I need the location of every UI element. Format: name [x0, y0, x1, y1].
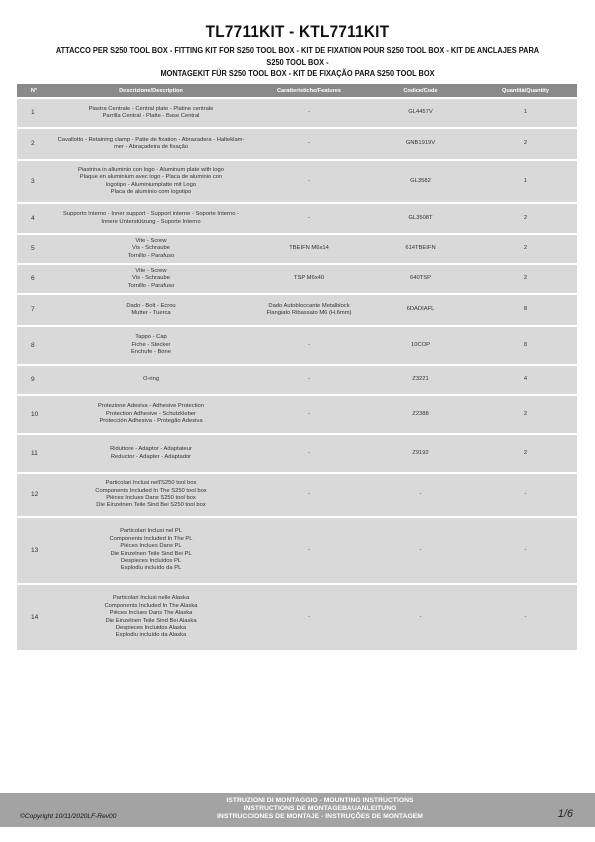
- page-subtitle: [50, 45, 545, 80]
- row-features: [251, 99, 367, 127]
- description-line: Explodiu incluído da PL: [120, 565, 182, 572]
- description-line: Die Einzelnen Teile Sind Bei S250 tool box: [96, 502, 206, 509]
- row-quantity: 2: [474, 204, 577, 233]
- row-quantity: 1: [474, 99, 577, 127]
- footer-bar: [0, 793, 595, 827]
- description-line: Components Included In The Alaska: [104, 602, 198, 609]
- table-row: [17, 435, 577, 472]
- description-line: mer - Abraçadeira de fixação: [113, 144, 189, 150]
- feature-line: Flangiato Ribassato M6 (H.6mm): [266, 310, 352, 316]
- parts-table: [17, 82, 577, 652]
- description-line: Parrilla Central - Platte - Base Central: [102, 113, 200, 119]
- row-description: [51, 129, 251, 159]
- row-code: -: [367, 585, 474, 650]
- table-row: [17, 161, 577, 202]
- row-number: 11: [17, 435, 51, 472]
- row-features: [251, 518, 367, 583]
- row-description: [51, 161, 251, 202]
- row-description: [51, 295, 251, 325]
- row-code: -: [367, 518, 474, 583]
- row-features: [251, 366, 367, 394]
- col-header-number: N°: [17, 84, 51, 97]
- row-features: [251, 327, 367, 364]
- description-line: Protection Adhesive - Schutzkleber: [106, 410, 196, 417]
- description-line: Pièces Inclues Dans The Alaska: [109, 610, 193, 617]
- row-code: GL4457V: [367, 99, 474, 127]
- row-number: 7: [17, 295, 51, 325]
- description-line: Despieces Incluidos Alaska: [115, 624, 187, 631]
- description-line: Placa de alumínio com logotipo: [110, 188, 192, 195]
- row-quantity: 2: [474, 396, 577, 433]
- instructions-line-2: INSTRUCTIONS DE MONTAGEBAUANLEITUNG: [243, 805, 397, 812]
- table-row: [17, 396, 577, 433]
- row-quantity: 4: [474, 366, 577, 394]
- feature-line: -: [308, 177, 310, 184]
- table-row: [17, 99, 577, 127]
- description-line: Riduttore - Adaptor - Adaptateur: [110, 446, 192, 453]
- feature-line: -: [308, 214, 310, 221]
- description-line: Enchufe - Bone: [131, 349, 171, 356]
- row-description: [51, 435, 251, 472]
- row-description: [51, 204, 251, 233]
- row-description: [51, 99, 251, 127]
- description-line: Dado - Bolt - Ecrou: [126, 302, 176, 309]
- instructions-line-1: ISTRUZIONI DI MONTAGGIO - MOUNTING INSTRUCTIONS: [226, 797, 414, 804]
- description-line: Reductor - Adapter - Adaptador: [110, 453, 192, 460]
- description-line: Piastrina in alluminio con logo - Aluminum plate with logo: [78, 166, 224, 173]
- description-line: Particolari Inclusi nell'S250 tool box: [105, 480, 197, 487]
- row-quantity: -: [474, 585, 577, 650]
- row-number: 6: [17, 265, 51, 293]
- feature-line: -: [308, 341, 310, 348]
- description-line: Vis - Schraube: [132, 275, 170, 282]
- row-number: 5: [17, 235, 51, 263]
- row-description: [51, 585, 251, 650]
- row-code: 640TSP: [367, 265, 474, 293]
- feature-line: TBEIFN M6x14: [289, 245, 329, 252]
- row-features: [251, 161, 367, 202]
- row-number: 14: [17, 585, 51, 650]
- feature-line: -: [308, 109, 310, 116]
- description-line: Vite - Screw: [135, 267, 167, 274]
- description-line: Plaque en aluminium avec logo - Placa de aluminio con: [79, 174, 223, 181]
- table-row: [17, 474, 577, 516]
- row-code: Z2388: [367, 396, 474, 433]
- description-line: Fiche - Stecker: [131, 341, 171, 348]
- description-line: Piastra Centrale - Central plate - Platine centrale: [88, 105, 214, 112]
- feature-line: -: [308, 449, 310, 456]
- row-number: 4: [17, 204, 51, 233]
- row-number: 12: [17, 474, 51, 516]
- description-line: Components Included In The PL: [109, 535, 193, 542]
- col-header-features: Caratteristiche/Features: [251, 84, 367, 97]
- description-line: Die Einzelnen Teile Sind Bei PL: [110, 550, 192, 557]
- row-code: 10COP: [367, 327, 474, 364]
- row-quantity: 2: [474, 435, 577, 472]
- row-features: [251, 204, 367, 233]
- instructions-label: [200, 797, 440, 821]
- row-features: [251, 396, 367, 433]
- row-description: [51, 366, 251, 394]
- row-code: GL3508T: [367, 204, 474, 233]
- row-description: [51, 265, 251, 293]
- row-code: -: [367, 474, 474, 516]
- description-line: Particolari Inclusi nelle Alaska: [112, 595, 190, 602]
- row-quantity: 8: [474, 327, 577, 364]
- description-line: Particolari Inclusi nel PL: [120, 528, 182, 535]
- row-quantity: 1: [474, 161, 577, 202]
- col-header-code: Codice/Code: [367, 84, 474, 97]
- col-header-quantity: Quantità/Quantity: [474, 84, 577, 97]
- description-line: Protezione Adesiva - Adhesive Protection: [97, 403, 205, 410]
- table-row: [17, 204, 577, 233]
- col-header-description: Descrizione/Description: [51, 84, 251, 97]
- table-row: [17, 235, 577, 263]
- description-line: Protección Adhesiva - Protegão Adesiva: [99, 418, 203, 425]
- description-line: Despieces Incluidos PL: [120, 557, 182, 564]
- row-description: [51, 396, 251, 433]
- row-features: [251, 265, 367, 293]
- row-number: 10: [17, 396, 51, 433]
- feature-line: -: [308, 546, 310, 553]
- row-description: [51, 474, 251, 516]
- instructions-line-3: INSTRUCCIONES DE MONTAJE - INSTRUÇÕES DE MONTAGEM: [217, 813, 423, 820]
- row-number: 3: [17, 161, 51, 202]
- description-line: Cavallotto - Retaining clamp - Patte de fixation - Abrazadera - Halteklam-: [57, 136, 245, 143]
- description-line: Vis - Schraube: [132, 245, 170, 252]
- row-quantity: -: [474, 474, 577, 516]
- row-quantity: 2: [474, 129, 577, 159]
- row-features: [251, 435, 367, 472]
- row-features: [251, 295, 367, 325]
- row-description: [51, 327, 251, 364]
- page-title: TL7711KIT - KTL7711KIT: [205, 22, 390, 41]
- description-line: Pièces Inclues Dans S250 tool box: [106, 495, 196, 501]
- row-description: [51, 518, 251, 583]
- description-line: Explodiu incluído da Alaska: [115, 632, 187, 639]
- description-line: Die Einzelnen Teile Sind Bei Alaska: [105, 617, 197, 624]
- table-row: [17, 265, 577, 293]
- description-line: Pièces Inclues Dans PL: [120, 543, 182, 550]
- table-row: [17, 129, 577, 159]
- page-number: 1/6: [557, 808, 573, 820]
- row-quantity: 2: [474, 235, 577, 263]
- description-line: Tornillo - Parafuso: [127, 282, 175, 289]
- row-number: 8: [17, 327, 51, 364]
- row-code: 6DADIAFL: [367, 295, 474, 325]
- row-description: [51, 235, 251, 263]
- feature-line: -: [308, 140, 310, 147]
- row-code: GL3582: [367, 161, 474, 202]
- description-line: O-ring: [142, 376, 160, 383]
- row-code: Z9192: [367, 435, 474, 472]
- feature-line: TSP M6x40: [293, 275, 325, 282]
- description-line: Mutter - Tuerca: [131, 310, 171, 316]
- row-quantity: -: [474, 518, 577, 583]
- description-line: Tappo - Cap: [135, 334, 167, 341]
- row-features: [251, 235, 367, 263]
- table-row: [17, 518, 577, 583]
- table-row: [17, 327, 577, 364]
- row-number: 13: [17, 518, 51, 583]
- row-code: Z3221: [367, 366, 474, 394]
- feature-line: -: [308, 491, 310, 498]
- feature-line: Dado Autobloccante Metalblock: [268, 302, 350, 309]
- description-line: Vite - Screw: [135, 237, 167, 244]
- table-row: [17, 366, 577, 394]
- row-code: 614TBEIFN: [367, 235, 474, 263]
- row-quantity: 2: [474, 265, 577, 293]
- feature-line: -: [308, 410, 310, 417]
- copyright-text: ©Copyright 10/11/2020LF-Rev00: [20, 813, 117, 820]
- table-body: [17, 99, 577, 650]
- description-line: Supporto Interno - Inner support - Support interne - Soporte Interno -: [63, 211, 239, 218]
- row-number: 1: [17, 99, 51, 127]
- table-row: [17, 585, 577, 650]
- row-code: GNB1919V: [367, 129, 474, 159]
- feature-line: -: [308, 376, 310, 383]
- description-line: Tornillo - Parafuso: [127, 252, 175, 259]
- table-header-row: [17, 84, 577, 97]
- subtitle-line-1: ATTACCO PER S250 TOOL BOX - FITTING KIT FOR S250 TOOL BOX - KIT DE FIXATION POUR S250 TOOL BOX - KIT DE ANCLAJES PARA S250 TOOL BOX -: [55, 45, 540, 67]
- row-number: 9: [17, 366, 51, 394]
- row-features: [251, 474, 367, 516]
- row-features: [251, 129, 367, 159]
- feature-line: -: [308, 613, 310, 620]
- row-features: [251, 585, 367, 650]
- description-line: Components Included In The S250 tool box: [95, 487, 207, 494]
- table-row: [17, 295, 577, 325]
- row-number: 2: [17, 129, 51, 159]
- subtitle-line-2: MONTAGEKIT FÜR S250 TOOL BOX - KIT DE FIXAÇÃO PARA S250 TOOL BOX: [160, 68, 435, 78]
- row-quantity: 8: [474, 295, 577, 325]
- description-line: Innere Unterstützung - Suporte Interno: [101, 218, 201, 225]
- description-line: logotipo - Aluminiumplatte mit Logo: [105, 181, 197, 188]
